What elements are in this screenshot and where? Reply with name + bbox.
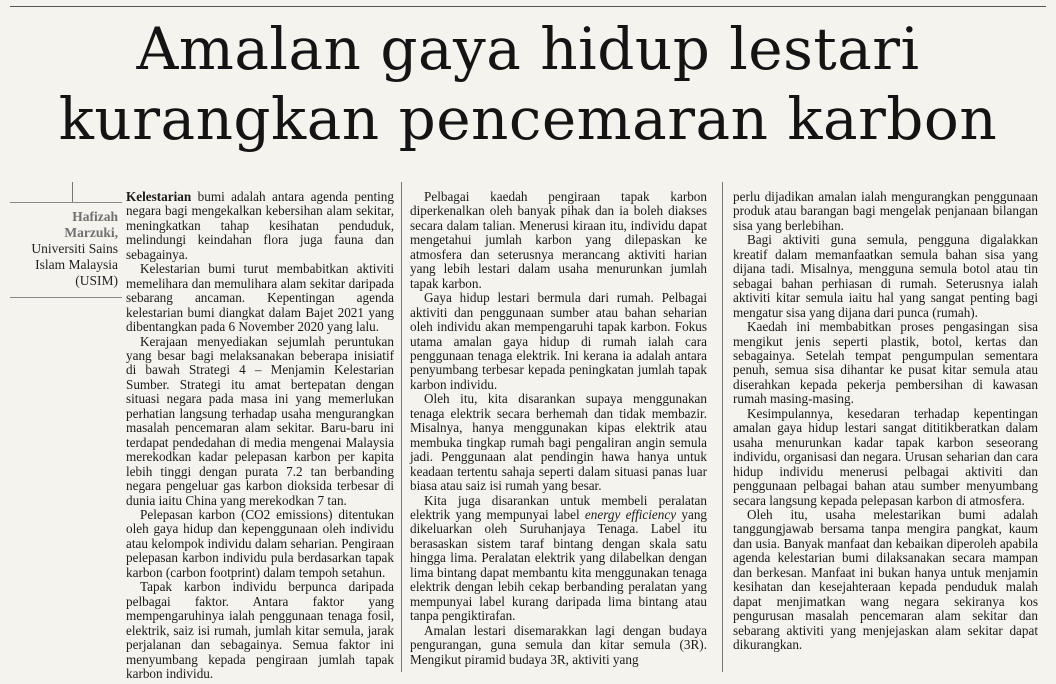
paragraph-text: yang dikeluarkan oleh Suruhanjaya Tenaga. Label itu berasaskan sistem taraf bintang dengan skala satu hingga lima. Peralatan elektrik yang dilabelkan dengan lima bintang dapat membantu kita menggunakan tenaga elektrik dengan lebih cekap berbanding peralatan yang mempunyai label kurang daripada lima bintang atau tanpa pengiktirafan. — [410, 506, 708, 624]
paragraph-text: Kita juga disarankan untuk membeli peralatan elektrik yang mempunyai label — [410, 492, 707, 522]
article-column-2 — [410, 190, 707, 667]
paragraph: Bagi aktiviti guna semula, pengguna digalakkan kreatif dalam memanfaatkan semula bahan sisa yang dijana tadi. Misalnya, mengguna semula botol atau tin sebagai bahan perhiasan di rumah. Seterusnya ialah aktiviti kitar semula iaitu hal yang sangat penting bagi mengatur sisa yang dijana dari punca (rumah). — [733, 232, 1038, 320]
paragraph: Oleh itu, kita disarankan supaya menggunakan tenaga elektrik secara berhemah dan tidak membazir. Misalnya, hanya menggunakan kipas elektrik atau membuka tingkap rumah bagi pengaliran angin semula jadi. Penggunaan alat pendingin hawa hanya untuk keadaan tertentu sahaja seperti dalam situasi panas luar biasa atau saiz isi rumah yang besar. — [410, 391, 707, 494]
byline-rule — [72, 182, 73, 202]
paragraph: perlu dijadikan amalan ialah mengurangkan penggunaan produk atau barangan bagi mengelak penjanaan bilangan sisa yang berlebihan. — [733, 189, 1038, 233]
paragraph: Kaedah ini membabitkan proses pengasingan sisa mengikut jenis seperti plastik, botol, kertas dan sebagainya. Setelah tempat pengumpulan sementara penuh, semua sisa dihantar ke pusat kitar semula atau diserahkan kepada pekerja pembersihan di kawasan rumah masing-masing. — [733, 319, 1038, 407]
headline-line-2: kurangkan pencemaran karbon — [58, 85, 998, 153]
paragraph: Kesimpulannya, kesedaran terhadap kepentingan amalan gaya hidup lestari sangat dititikberatkan dalam usaha menurunkan kadar tapak karbon seseorang individu, organisasi dan negara. Urusan seharian dan cara hidup individu menerusi pelbagai aktiviti dan penggunaan pelbagai bahan atau sumber menyumbang secara langsung kepada pelepasan karbon di atmosfera. — [733, 405, 1038, 508]
paragraph — [410, 494, 707, 624]
column-divider-1 — [401, 182, 402, 672]
paragraph: Gaya hidup lestari bermula dari rumah. Pelbagai aktiviti dan penggunaan sumber atau bahan seharian oleh individu akan mempengaruhi tapak karbon. Fokus utama amalan gaya hidup di rumah ialah cara penggunaan tenaga elektrik. Ini kerana ia adalah antara penyumbang terbesar kepada peningkatan jumlah tapak karbon individu. — [410, 290, 707, 392]
headline — [0, 14, 1056, 154]
author-name-2: Marzuki, — [64, 225, 118, 240]
article-column-1 — [126, 190, 394, 681]
author-affiliation-2: Islam Malaysia — [35, 257, 118, 272]
author-byline — [10, 202, 122, 298]
author-affiliation-3: (USIM) — [75, 273, 118, 288]
author-affiliation-1: Universiti Sains — [31, 241, 118, 256]
paragraph: Tapak karbon individu berpunca daripada pelbagai faktor. Antara faktor yang mempengaruhinya ialah penggunaan tenaga fosil, elektrik, saiz isi rumah, jumlah kitar semula, jarak perjalanan dan sebagainya. Semua faktor ini menyumbang kepada pengiraan jumlah tapak karbon individu. — [126, 579, 394, 681]
column-divider-2 — [722, 182, 723, 672]
paragraph: Oleh itu, usaha melestarikan bumi adalah tanggungjawab bersama tanpa mengira pangkat, kaum dan usia. Banyak manfaat dan kebaikan diperoleh apabila agenda kelestarian bumi dilaksanakan secara mampan dan berkesan. Manfaat ini bukan hanya untuk menjamin kesihatan dan kesejahteraan kepada penduduk malah dapat menjimatkan wang negara sekiranya kos pengurusan masalah pencemaran alam sekitar dan sebarang aktiviti yang menjejaskan alam sekitar dapat dikurangkan. — [733, 506, 1038, 653]
headline-line-1: Amalan gaya hidup lestari — [136, 15, 920, 83]
italic-term: energy efficiency — [584, 506, 677, 522]
paragraph: Kerajaan menyediakan sejumlah peruntukan yang besar bagi melaksanakan beberapa inisiatif di bawah Strategi 4 – Menjamin Kelestarian Sumber. Strategi itu amat bertepatan dengan situasi negara pada masa ini yang memerlukan perhatian langsung terhadap usaha mengurangkan masalah pencemaran alam sekitar. Baru-baru ini terdapat pendedahan di media mengenai Malaysia merekodkan kadar pelepasan karbon per kapita lebih tinggi dengan purata 7.2 tan berbanding negara pengeluar gas karbon dioksida terbesar di dunia iaitu China yang merekodkan 7 tan. — [126, 333, 394, 508]
paragraph: Pelepasan karbon (CO2 emissions) ditentukan oleh gaya hidup dan kepenggunaan oleh individu atau kelompok individu dalam seharian. Pengiraan pelepasan karbon individu pula berdasarkan tapak karbon (carbon footprint) dalam tempoh setahun. — [126, 506, 394, 580]
paragraph — [126, 190, 394, 262]
paragraph: Kelestarian bumi turut membabitkan aktiviti memelihara dan memulihara alam sekitar daripada sebarang ancaman. Kepentingan agenda kelestarian bumi diangkat dalam Bajet 2021 yang dibentangkan pada 6 November 2020 yang lalu. — [126, 261, 394, 335]
top-rule — [10, 6, 1046, 7]
paragraph-text: bumi adalah antara agenda penting negara bagi mengekalkan kebersihan alam sekitar, meningkatkan tahap kesihatan penduduk, melindungi keindahan flora juga fauna dan sebagainya. — [126, 189, 394, 262]
paragraph: Pelbagai kaedah pengiraan tapak karbon diperkenalkan oleh banyak pihak dan ia boleh diakses secara dalam talian. Menerusi kiraan itu, individu dapat mengetahui jumlah karbon yang dilepaskan ke atmosfera dan seterusnya merancang aktiviti harian yang lebih lestari dalam usaha menurunkan jumlah tapak karbon. — [410, 189, 707, 291]
article-column-3 — [733, 190, 1038, 653]
lead-word: Kelestarian — [126, 189, 192, 204]
paragraph: Amalan lestari disemarakkan lagi dengan budaya pengurangan, guna semula dan kitar semula (3R). Mengikut piramid budaya 3R, aktiviti yang — [410, 622, 707, 667]
author-name-1: Hafizah — [72, 209, 118, 224]
